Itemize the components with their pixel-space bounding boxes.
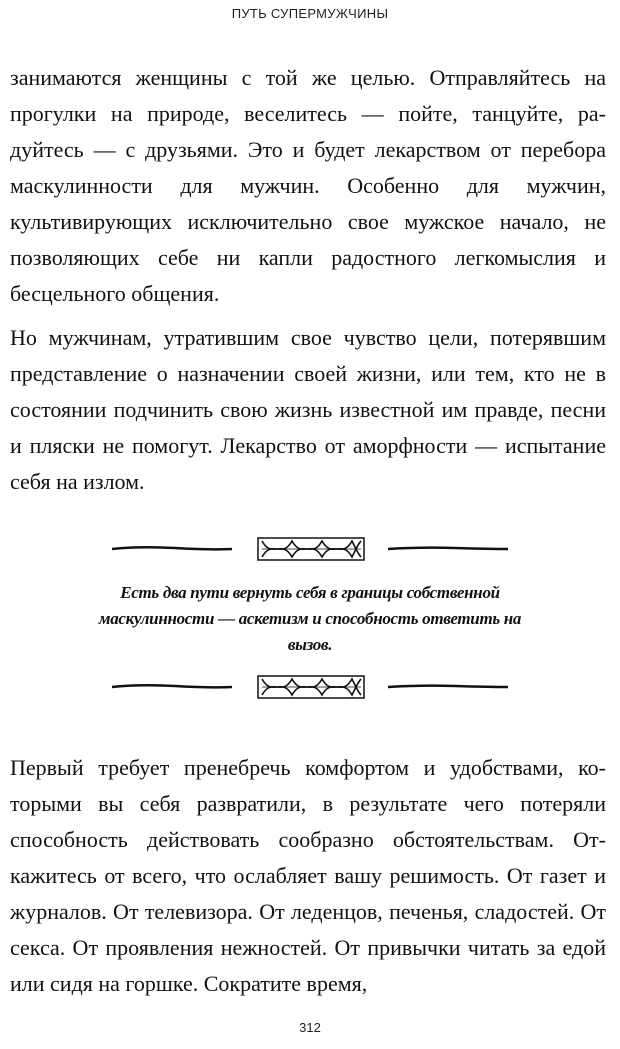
running-header: ПУТЬ СУПЕРМУЖЧИНЫ — [231, 6, 389, 21]
body-paragraph-1: занимаются женщины с той же целью. Отправляйтесь на прогулки на природе, веселитесь — пойте, танцуйте, радуйтесь — с друзьями. Это и будет лекарством от перебора маскулинности для мужчин. Особенно для мужчин, культивирующих исключительно свое мужское начало, не позволяющих себе ни капли радостного легкомыслия и бесцельного общения. — [10, 65, 606, 306]
body-paragraph-2: Но мужчинам, утратившим свое чувство цели, потерявшим представление о назначении своей жизни, или тем, кто не в состоянии подчинить свою жизнь известной им правде, песни и пляски не помогут. Лекарство от аморфности — испытание себя на излом. — [10, 325, 606, 494]
celtic-knot-divider-icon — [0, 534, 620, 564]
page-number: 312 — [299, 1020, 321, 1035]
celtic-knot-divider-icon — [0, 672, 620, 702]
body-paragraph-3: Первый требует пренебречь комфортом и удобствами, которыми вы себя развратили, в результате чего потеряли способность действовать сообразно обстоятельствам. Откажитесь от всего, что ослабляет вашу решимость. От газет и журналов. От телевизора. От леденцов, печенья, сладостей. От секса. От проявления нежностей. От привычки читать за едой или сидя на горшке. Сократите время, — [10, 755, 606, 996]
pull-quote: Есть два пути вернуть себя в границы собственной маскулинности — аскетизм и способность ответить на вызов. — [98, 583, 522, 654]
